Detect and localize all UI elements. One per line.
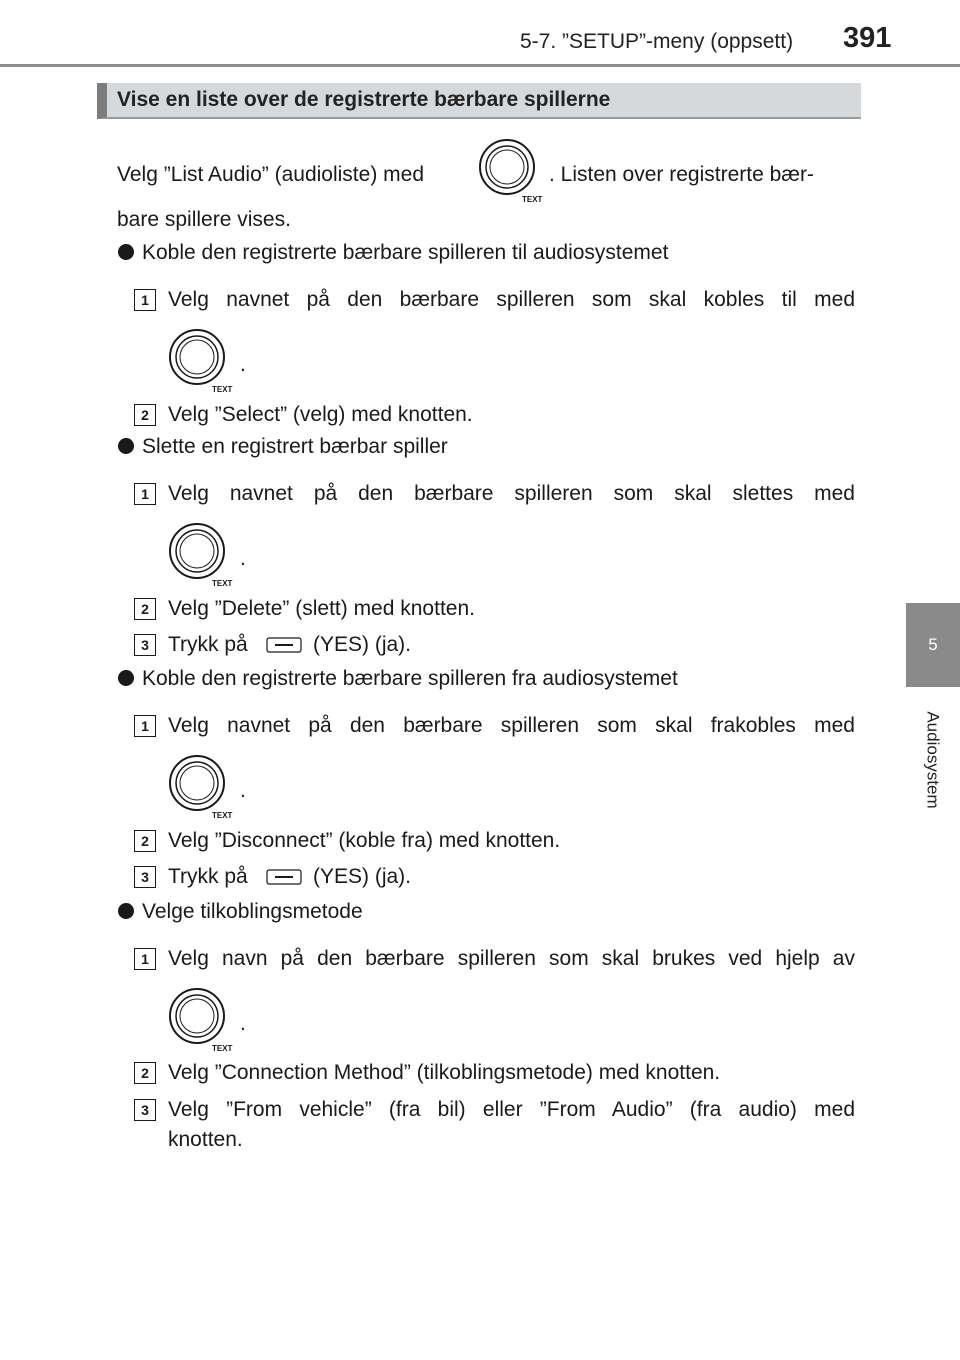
- step-text: Velg navnet på den bærbare spilleren som skal frakobles med: [168, 714, 855, 737]
- step-text: Velg navnet på den bærbare spilleren som skal kobles til med: [168, 288, 855, 311]
- svg-text:TEXT: TEXT: [212, 1044, 233, 1053]
- bullet-dot: [118, 244, 134, 260]
- step-number-box: 1: [134, 483, 156, 505]
- step-text-before: Trykk på: [168, 865, 248, 888]
- step-number-box: 1: [134, 289, 156, 311]
- period: .: [240, 1012, 246, 1035]
- step-number-box: 1: [134, 715, 156, 737]
- period: .: [240, 547, 246, 570]
- step-text: Velg navnet på den bærbare spilleren som skal slettes med: [168, 482, 855, 505]
- svg-text:TEXT: TEXT: [212, 579, 233, 588]
- chapter-label: Audiosystem: [924, 711, 944, 809]
- step-number-box: 2: [134, 1062, 156, 1084]
- section-title: Vise en liste over de registrerte bærbare spillerne: [117, 88, 611, 111]
- step-number-box: 2: [134, 598, 156, 620]
- knob-icon: [168, 520, 238, 590]
- step-number-box: 1: [134, 948, 156, 970]
- knob-svg: [478, 136, 548, 206]
- knob-label: TEXT: [522, 195, 543, 204]
- step-text: Velg ”Delete” (slett) med knotten.: [168, 597, 475, 620]
- block-heading: Koble den registrerte bærbare spilleren fra audiosystemet: [142, 667, 678, 690]
- period: .: [240, 353, 246, 376]
- block-heading: Velge tilkoblingsmetode: [142, 900, 363, 923]
- intro-text-before: Velg ”List Audio” (audioliste) med: [117, 163, 424, 186]
- intro-text-line2: bare spillere vises.: [117, 208, 291, 231]
- bullet-dot: [118, 438, 134, 454]
- svg-text:TEXT: TEXT: [212, 811, 233, 820]
- step-text: Velg ”Disconnect” (koble fra) med knotten.: [168, 829, 561, 852]
- block-heading: Koble den registrerte bærbare spilleren til audiosystemet: [142, 241, 669, 264]
- step-number-box: 3: [134, 866, 156, 888]
- chapter-label-container: [906, 690, 960, 830]
- knob-icon: [168, 326, 238, 396]
- step-text-after: (YES) (ja).: [313, 865, 412, 888]
- step-text: Velg ”Select” (velg) med knotten.: [168, 403, 473, 426]
- chapter-tab: [906, 603, 960, 687]
- knob-icon: [168, 985, 238, 1055]
- step-text: Velg navn på den bærbare spilleren som skal brukes ved hjelp av: [168, 947, 855, 970]
- intro-text-after: . Listen over registrerte bær-: [549, 163, 814, 186]
- step-text: Velg ”Connection Method” (tilkoblingsmetode) med knotten.: [168, 1061, 721, 1084]
- header-section-title: 5-7. ”SETUP”-meny (oppsett): [520, 30, 794, 53]
- bullet-dot: [118, 670, 134, 686]
- step-number-box: 2: [134, 830, 156, 852]
- step-number-box: 2: [134, 404, 156, 426]
- yes-button-icon: [266, 869, 302, 885]
- block-heading: Slette en registrert bærbar spiller: [142, 435, 448, 458]
- page-number: 391: [843, 22, 892, 54]
- step-number-box: 3: [134, 1099, 156, 1121]
- step-text-after: (YES) (ja).: [313, 633, 412, 656]
- header-divider: [0, 64, 960, 67]
- svg-text:TEXT: TEXT: [212, 385, 233, 394]
- step-number-box: 3: [134, 634, 156, 656]
- knob-icon: [168, 752, 238, 822]
- knob-icon: [478, 136, 548, 206]
- step-text-before: Trykk på: [168, 633, 248, 656]
- chapter-number: 5: [928, 635, 938, 654]
- yes-button-icon: [266, 637, 302, 653]
- step-text-continued: knotten.: [168, 1128, 243, 1151]
- section-title-bar: [97, 83, 861, 119]
- period: .: [240, 779, 246, 802]
- bullet-dot: [118, 903, 134, 919]
- step-text: Velg ”From vehicle” (fra bil) eller ”From Audio” (fra audio) med: [168, 1098, 855, 1121]
